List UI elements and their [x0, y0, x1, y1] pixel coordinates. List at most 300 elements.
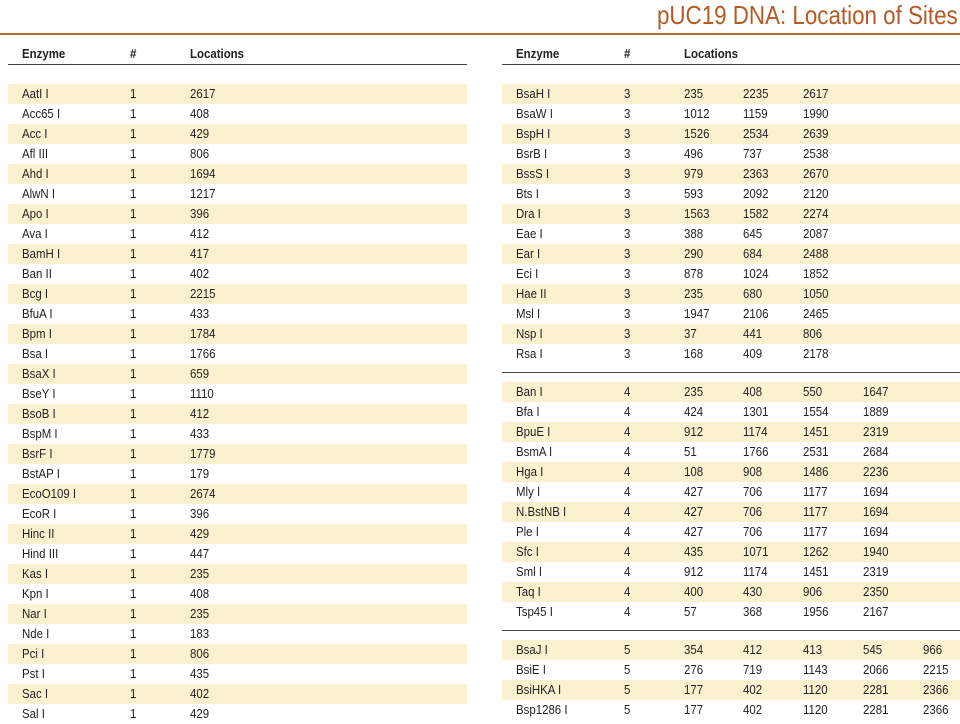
header-enzyme: Enzyme [516, 46, 560, 61]
site-location: 706 [743, 504, 763, 519]
site-count: 3 [624, 166, 631, 181]
enzyme-name: Nar I [22, 606, 47, 621]
site-location: 1766 [743, 444, 769, 459]
site-location: 1177 [803, 504, 828, 519]
table-row [8, 364, 467, 384]
table-row [8, 604, 467, 624]
site-count: 3 [624, 326, 631, 341]
site-location: 412 [190, 226, 210, 241]
site-count: 3 [624, 246, 631, 261]
enzyme-name: Hae II [516, 286, 547, 301]
site-count: 1 [130, 446, 137, 461]
site-location: 57 [684, 604, 697, 619]
site-location: 2670 [803, 166, 829, 181]
group-separator [502, 630, 960, 631]
site-location: 290 [684, 246, 704, 261]
enzyme-name: Mly I [516, 484, 541, 499]
site-location: 2674 [190, 486, 216, 501]
enzyme-name: BspM I [22, 426, 58, 441]
site-location: 402 [743, 702, 763, 717]
site-location: 1143 [803, 662, 828, 677]
site-location: 2363 [743, 166, 769, 181]
site-location: 2366 [923, 702, 949, 717]
site-location: 1012 [684, 106, 710, 121]
site-location: 1159 [743, 106, 768, 121]
site-count: 1 [130, 506, 137, 521]
table-row [502, 184, 960, 204]
site-location: 429 [190, 526, 210, 541]
site-location: 878 [684, 266, 704, 281]
table-row [502, 304, 960, 324]
site-location: 168 [684, 346, 704, 361]
header-count: # [130, 46, 137, 61]
enzyme-name: Hinc II [22, 526, 55, 541]
site-count: 3 [624, 186, 631, 201]
site-location: 1947 [684, 306, 710, 321]
enzyme-name: Hga I [516, 464, 544, 479]
site-count: 3 [624, 266, 631, 281]
site-location: 37 [684, 326, 697, 341]
enzyme-name: BsaW I [516, 106, 553, 121]
table-row [502, 700, 960, 720]
site-count: 1 [130, 306, 137, 321]
site-count: 1 [130, 426, 137, 441]
site-location: 51 [684, 444, 697, 459]
table-row [502, 284, 960, 304]
enzyme-name: Nde I [22, 626, 50, 641]
table-row [502, 542, 960, 562]
site-location: 1582 [743, 206, 769, 221]
site-count: 3 [624, 286, 631, 301]
site-count: 1 [130, 186, 137, 201]
site-location: 1889 [863, 404, 889, 419]
enzyme-name: BsiHKA I [516, 682, 562, 697]
enzyme-name: Ple I [516, 524, 539, 539]
site-count: 1 [130, 606, 137, 621]
site-count: 4 [624, 384, 631, 399]
site-location: 435 [684, 544, 704, 559]
site-location: 1647 [863, 384, 889, 399]
table-row [502, 660, 960, 680]
site-location: 806 [190, 146, 210, 161]
site-count: 1 [130, 326, 137, 341]
site-count: 4 [624, 484, 631, 499]
site-count: 1 [130, 586, 137, 601]
site-location: 108 [684, 464, 704, 479]
site-location: 276 [684, 662, 704, 677]
site-count: 1 [130, 566, 137, 581]
group-separator [502, 372, 960, 373]
site-count: 1 [130, 526, 137, 541]
enzyme-name: BsrF I [22, 446, 53, 461]
site-location: 424 [684, 404, 704, 419]
site-location: 2236 [863, 464, 889, 479]
site-location: 684 [743, 246, 763, 261]
site-count: 1 [130, 286, 137, 301]
site-location: 368 [743, 604, 763, 619]
enzyme-name: BspH I [516, 126, 551, 141]
enzyme-name: Sml I [516, 564, 543, 579]
site-location: 441 [743, 326, 763, 341]
site-location: 966 [923, 642, 943, 657]
site-location: 912 [684, 564, 704, 579]
site-location: 2534 [743, 126, 769, 141]
site-location: 433 [190, 426, 210, 441]
table-row [8, 344, 467, 364]
site-count: 4 [624, 584, 631, 599]
site-location: 645 [743, 226, 763, 241]
site-location: 979 [684, 166, 704, 181]
site-location: 1120 [803, 682, 828, 697]
table-row [8, 464, 467, 484]
site-count: 1 [130, 646, 137, 661]
enzyme-name: Apo I [22, 206, 49, 221]
site-count: 3 [624, 86, 631, 101]
site-location: 429 [190, 126, 210, 141]
site-count: 1 [130, 386, 137, 401]
table-row [8, 324, 467, 344]
site-location: 806 [803, 326, 823, 341]
table-row [8, 484, 467, 504]
enzyme-name: Sac I [22, 686, 49, 701]
enzyme-name: Nsp I [516, 326, 543, 341]
enzyme-name: Ahd I [22, 166, 49, 181]
table-row [502, 164, 960, 184]
table-row [8, 384, 467, 404]
table-row [502, 382, 960, 402]
site-location: 2639 [803, 126, 829, 141]
site-location: 2215 [923, 662, 949, 677]
site-location: 2488 [803, 246, 829, 261]
site-location: 183 [190, 626, 210, 641]
site-location: 447 [190, 546, 210, 561]
enzyme-name: BsmA I [516, 444, 553, 459]
table-row [8, 524, 467, 544]
site-count: 5 [624, 702, 631, 717]
site-location: 545 [863, 642, 883, 657]
site-location: 2087 [803, 226, 829, 241]
site-count: 5 [624, 682, 631, 697]
table-row [502, 522, 960, 542]
table-header [8, 44, 467, 65]
site-location: 806 [190, 646, 210, 661]
enzyme-name: Afl III [22, 146, 49, 161]
site-location: 412 [190, 406, 210, 421]
enzyme-name: BsrB I [516, 146, 548, 161]
site-location: 2167 [863, 604, 889, 619]
enzyme-name: BfuA I [22, 306, 53, 321]
table-row [502, 344, 960, 364]
page-title: pUC19 DNA: Location of Sites [657, 0, 958, 30]
enzyme-name: Ban II [22, 266, 52, 281]
site-location: 680 [743, 286, 763, 301]
site-count: 4 [624, 404, 631, 419]
enzyme-name: BstAP I [22, 466, 60, 481]
enzyme-name: BpuE I [516, 424, 551, 439]
table-row [8, 424, 467, 444]
table-row [8, 684, 467, 704]
site-count: 4 [624, 604, 631, 619]
site-location: 388 [684, 226, 704, 241]
site-location: 400 [684, 584, 704, 599]
enzyme-name: Taq I [516, 584, 541, 599]
table-row [8, 224, 467, 244]
site-location: 408 [743, 384, 763, 399]
site-location: 659 [190, 366, 210, 381]
site-location: 1563 [684, 206, 710, 221]
site-location: 235 [684, 286, 704, 301]
table-row [502, 482, 960, 502]
enzyme-name: Bsp1286 I [516, 702, 568, 717]
header-locations: Locations [684, 46, 739, 61]
site-count: 1 [130, 346, 137, 361]
site-location: 177 [684, 702, 704, 717]
site-location: 235 [190, 606, 210, 621]
table-row [8, 644, 467, 664]
site-location: 2235 [743, 86, 769, 101]
table-row [8, 664, 467, 684]
header-count: # [624, 46, 631, 61]
enzyme-name: Bcg I [22, 286, 49, 301]
site-location: 906 [803, 584, 823, 599]
site-location: 2092 [743, 186, 769, 201]
site-location: 2178 [803, 346, 829, 361]
site-location: 396 [190, 506, 210, 521]
site-location: 2281 [863, 682, 889, 697]
table-row [8, 204, 467, 224]
site-location: 1779 [190, 446, 216, 461]
site-location: 1110 [190, 386, 214, 401]
enzyme-name: Ban I [516, 384, 543, 399]
site-count: 1 [130, 626, 137, 641]
enzyme-name: Hind III [22, 546, 59, 561]
site-location: 2066 [863, 662, 889, 677]
enzyme-name: Pci I [22, 646, 45, 661]
site-count: 1 [130, 206, 137, 221]
site-count: 1 [130, 486, 137, 501]
site-count: 1 [130, 226, 137, 241]
site-location: 412 [743, 642, 763, 657]
table-row [502, 124, 960, 144]
table-row [502, 244, 960, 264]
site-location: 433 [190, 306, 210, 321]
table-header [502, 44, 960, 65]
site-count: 4 [624, 464, 631, 479]
enzyme-name: Acc I [22, 126, 48, 141]
site-location: 427 [684, 484, 704, 499]
site-count: 4 [624, 504, 631, 519]
site-location: 1784 [190, 326, 216, 341]
site-location: 177 [684, 682, 704, 697]
site-location: 402 [743, 682, 763, 697]
site-location: 1024 [743, 266, 769, 281]
site-location: 1940 [863, 544, 889, 559]
site-location: 402 [190, 266, 210, 281]
site-location: 1177 [803, 484, 828, 499]
enzyme-name: EcoR I [22, 506, 57, 521]
table-row [502, 84, 960, 104]
site-location: 2538 [803, 146, 829, 161]
site-location: 417 [190, 246, 210, 261]
table-row [502, 204, 960, 224]
site-location: 1217 [190, 186, 216, 201]
enzyme-name: Eci I [516, 266, 539, 281]
enzyme-name: Acc65 I [22, 106, 61, 121]
site-location: 2350 [863, 584, 889, 599]
site-location: 1852 [803, 266, 829, 281]
table-row [502, 640, 960, 660]
table-row [502, 582, 960, 602]
site-count: 3 [624, 146, 631, 161]
site-count: 1 [130, 126, 137, 141]
table-row [502, 402, 960, 422]
site-location: 435 [190, 666, 210, 681]
enzyme-name: Bpm I [22, 326, 52, 341]
enzyme-name: Kpn I [22, 586, 49, 601]
site-location: 427 [684, 504, 704, 519]
table-row [502, 502, 960, 522]
enzyme-name: N.BstNB I [516, 504, 567, 519]
site-count: 4 [624, 524, 631, 539]
table-row [8, 104, 467, 124]
table-row [502, 144, 960, 164]
site-location: 408 [190, 106, 210, 121]
site-location: 550 [803, 384, 823, 399]
site-count: 5 [624, 642, 631, 657]
site-location: 429 [190, 706, 210, 721]
site-location: 1071 [743, 544, 769, 559]
site-count: 3 [624, 226, 631, 241]
site-count: 4 [624, 424, 631, 439]
site-count: 1 [130, 686, 137, 701]
site-location: 1174 [743, 564, 768, 579]
enzyme-name: Pst I [22, 666, 45, 681]
enzyme-name: Bfa I [516, 404, 540, 419]
table-row [502, 562, 960, 582]
table-row [8, 244, 467, 264]
table-row [8, 624, 467, 644]
site-location: 496 [684, 146, 704, 161]
table-row [8, 264, 467, 284]
table-row [8, 504, 467, 524]
header-locations: Locations [190, 46, 245, 61]
site-count: 3 [624, 106, 631, 121]
site-count: 1 [130, 546, 137, 561]
enzyme-name: Ear I [516, 246, 541, 261]
site-location: 1451 [803, 564, 829, 579]
table-row [502, 462, 960, 482]
table-row [502, 602, 960, 622]
site-location: 235 [684, 384, 704, 399]
table-row [8, 404, 467, 424]
table-row [502, 680, 960, 700]
site-location: 1694 [863, 484, 889, 499]
site-location: 719 [743, 662, 763, 677]
site-location: 1120 [803, 702, 828, 717]
site-location: 1262 [803, 544, 829, 559]
site-location: 2684 [863, 444, 889, 459]
site-count: 4 [624, 544, 631, 559]
table-row [8, 124, 467, 144]
enzyme-name: EcoO109 I [22, 486, 77, 501]
site-count: 1 [130, 166, 137, 181]
enzyme-name: BsaJ I [516, 642, 548, 657]
site-count: 1 [130, 86, 137, 101]
table-row [8, 144, 467, 164]
site-location: 1694 [863, 524, 889, 539]
site-location: 593 [684, 186, 704, 201]
site-count: 1 [130, 366, 137, 381]
table-row [502, 324, 960, 344]
site-count: 4 [624, 444, 631, 459]
site-count: 5 [624, 662, 631, 677]
site-location: 706 [743, 524, 763, 539]
site-location: 908 [743, 464, 763, 479]
site-location: 2319 [863, 564, 889, 579]
site-location: 2281 [863, 702, 889, 717]
site-location: 2465 [803, 306, 829, 321]
enzyme-name: Sfc I [516, 544, 539, 559]
site-location: 430 [743, 584, 763, 599]
table-row [8, 164, 467, 184]
site-location: 912 [684, 424, 704, 439]
table-row [502, 422, 960, 442]
enzyme-name: AatI I [22, 86, 49, 101]
site-location: 1956 [803, 604, 829, 619]
enzyme-name: AlwN I [22, 186, 56, 201]
site-location: 1766 [190, 346, 216, 361]
site-location: 1694 [190, 166, 216, 181]
site-location: 409 [743, 346, 763, 361]
enzyme-name: Ava I [22, 226, 48, 241]
table-row [8, 284, 467, 304]
table-row [502, 442, 960, 462]
site-count: 1 [130, 246, 137, 261]
table-row [8, 184, 467, 204]
site-location: 1526 [684, 126, 710, 141]
site-location: 1554 [803, 404, 829, 419]
enzyme-name: BamH I [22, 246, 61, 261]
site-count: 1 [130, 406, 137, 421]
site-location: 1486 [803, 464, 829, 479]
site-count: 3 [624, 306, 631, 321]
site-location: 1174 [743, 424, 768, 439]
site-location: 179 [190, 466, 210, 481]
enzyme-name: BseY I [22, 386, 56, 401]
table-row [502, 224, 960, 244]
enzyme-name: Sal I [22, 706, 45, 721]
site-location: 354 [684, 642, 704, 657]
site-location: 408 [190, 586, 210, 601]
site-location: 1177 [803, 524, 828, 539]
header-enzyme: Enzyme [22, 46, 66, 61]
site-location: 427 [684, 524, 704, 539]
enzyme-name: Eae I [516, 226, 543, 241]
table-row [8, 304, 467, 324]
site-count: 3 [624, 126, 631, 141]
site-count: 1 [130, 106, 137, 121]
enzyme-name: Rsa I [516, 346, 543, 361]
site-location: 737 [743, 146, 763, 161]
site-location: 2617 [803, 86, 829, 101]
site-location: 1050 [803, 286, 829, 301]
site-count: 1 [130, 706, 137, 721]
site-count: 3 [624, 346, 631, 361]
enzyme-name: Tsp45 I [516, 604, 553, 619]
site-location: 2319 [863, 424, 889, 439]
site-location: 2106 [743, 306, 769, 321]
enzyme-name: Dra I [516, 206, 541, 221]
